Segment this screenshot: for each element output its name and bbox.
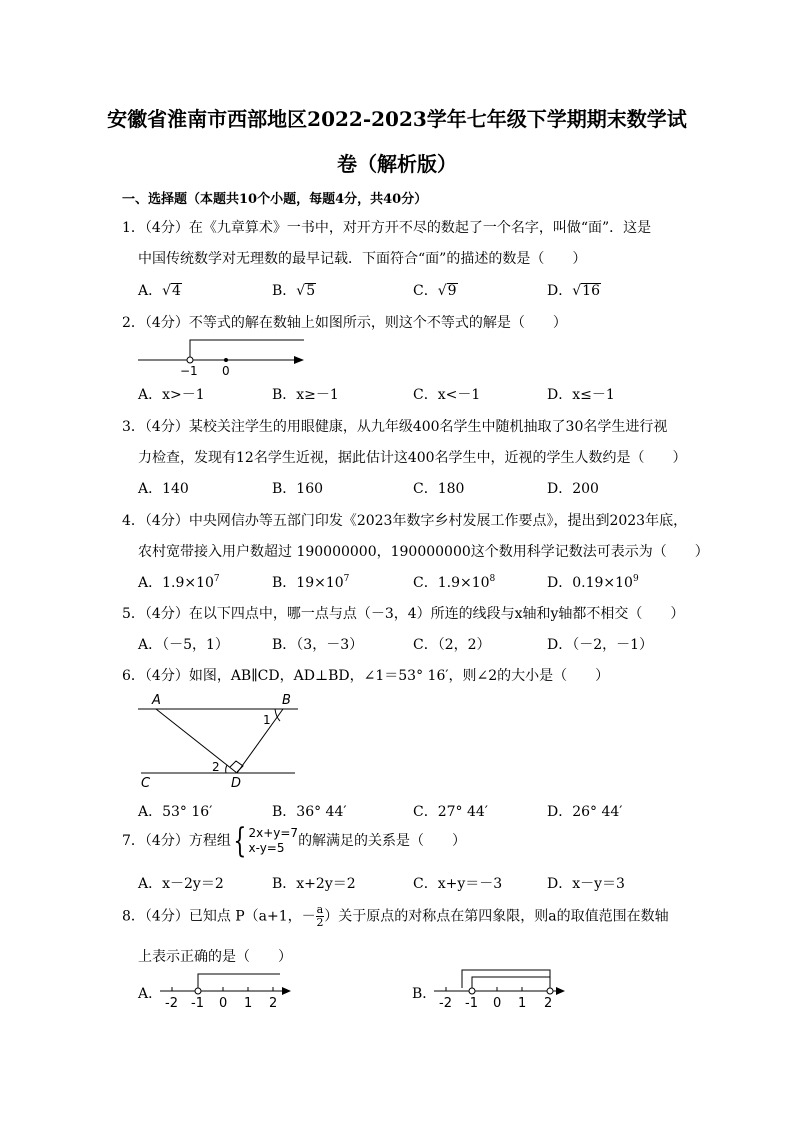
q7-equation-1: 2x+y=7 [248,826,299,840]
q8a-tick-neg1: -1 [191,996,204,1011]
q5-option-b: B．（3，－3） [272,637,364,653]
q8a-tick-2: 2 [269,996,278,1011]
q1-option-a: A．√4 [138,283,181,299]
q8b-tick-neg2: -2 [439,996,452,1011]
q1-option-d: D．√16 [547,283,600,299]
q4-line1: 4．（4分）中央网信办等五部门印发《2023年数字乡村发展工作要点》，提出到2023年底， [122,513,688,529]
q4-option-b: B．$19\times 10^7$ [272,574,350,591]
q8b-tick-neg1: -1 [465,996,478,1011]
q6-parallel-lines-figure [138,692,308,790]
q8-option-a-label: A． [138,986,163,1002]
q6-label-a: A [152,693,161,708]
q1-line2: 中国传统数学对无理数的最早记载．下面符合“面”的描述的数是（ ） [138,251,587,267]
q8b-tick-1: 1 [518,996,527,1011]
q8-option-a-number-line [158,970,298,1010]
q1-option-b: B．√5 [272,283,316,299]
q2-option-a: A．x>－1 [138,387,205,403]
q5-line1: 5．（4分）在以下四点中，哪一点与点（－3，4）所连的线段与x轴和y轴都不相交（ ） [122,606,685,622]
q3-line2: 力检查，发现有12名学生近视，据此估计这400名学生中，近视的学生人数约是（ ） [138,450,687,466]
q8b-tick-2: 2 [544,996,553,1011]
q5-option-c: C．（2，2） [413,637,491,653]
q2-label-zero: 0 [222,364,230,378]
q4-line2: 农村宽带接入用户数超过 190000000，190000000这个数用科学记数法可表示为（ ） [138,544,709,560]
q5-option-d: D．（－2，－1） [547,637,654,653]
q2-label-neg1: −1 [180,364,198,378]
q3-option-c: C．180 [413,481,465,497]
q7-option-c: C．x+y＝－3 [413,876,503,892]
q2-option-c: C．x<－1 [413,387,481,403]
q8b-tick-0: 0 [493,996,502,1011]
q4-option-d: D．$0.19\times 10^9$ [547,574,639,591]
q1-option-c: C．√9 [413,283,457,299]
section-heading: 一、选择题（本题共10个小题，每题4分，共40分） [122,192,428,207]
q8a-tick-neg2: -2 [165,996,178,1011]
q7-option-d: D．x－y＝3 [547,876,625,892]
q8-line2: 上表示正确的是（ ） [138,949,292,965]
q6-label-c: C [141,776,151,791]
q2-number-line-figure [138,334,308,378]
q8a-tick-1: 1 [244,996,253,1011]
q2-option-d: D．x≤－1 [547,387,615,403]
q6-option-b: B．36° 44′ [272,804,347,820]
q7-option-a: A．x－2y＝2 [138,876,224,892]
q3-option-a: A．140 [138,481,189,497]
q6-label-b: B [282,693,291,708]
q6-label-angle1: 1 [263,713,271,727]
q6-line1: 6．（4分）如图，AB∥CD，AD⊥BD，∠1＝53° 16′，则∠2的大小是（ ） [122,668,610,684]
q8-option-b-label: B． [412,986,437,1002]
q6-option-a: A．53° 16′ [138,804,213,820]
q2-line1: 2．（4分）不等式的解在数轴上如图所示，则这个不等式的解是（ ） [122,315,567,331]
q4-option-a: A．$1.9\times 10^7$ [138,574,220,591]
q4-option-c: C．$1.9\times 10^8$ [413,574,496,591]
q6-label-d: D [231,776,242,791]
q1-line1: 1．（4分）在《九章算术》一书中，对开方开不尽的数起了一个名字，叫做“面”．这是 [122,220,652,236]
q6-option-c: C．27° 44′ [413,804,488,820]
q7-line1: 7．（4分）方程组{ 2x+y=7 x-y=5 的解满足的关系是（ ） [122,821,467,861]
q6-option-d: D．26° 44′ [547,804,623,820]
q3-line1: 3．（4分）某校关注学生的用眼健康，从九年级400名学生中随机抽取了30名学生进行视 [122,419,668,435]
q3-option-b: B．160 [272,481,324,497]
q2-option-b: B．x≥－1 [272,387,339,403]
q7-option-b: B．x+2y＝2 [272,876,356,892]
doc-title-line1: 安徽省淮南市西部地区2022-2023学年七年级下学期期末数学试 [107,107,687,131]
q8-option-b-number-line [432,966,572,1010]
q7-equation-2: x-y=5 [248,841,285,855]
q5-option-a: A．（－5，1） [138,637,229,653]
q8a-tick-0: 0 [219,996,228,1011]
q3-option-d: D．200 [547,481,599,497]
q6-label-angle2: 2 [212,760,220,774]
q8-line1: 8．（4分）已知点 P（a+1，－ $\frac{a}{2}$ ）关于原点的对称点在第四象限，则a的取值范围在数轴 [122,903,669,929]
doc-title-line2: 卷（解析版） [337,152,457,176]
